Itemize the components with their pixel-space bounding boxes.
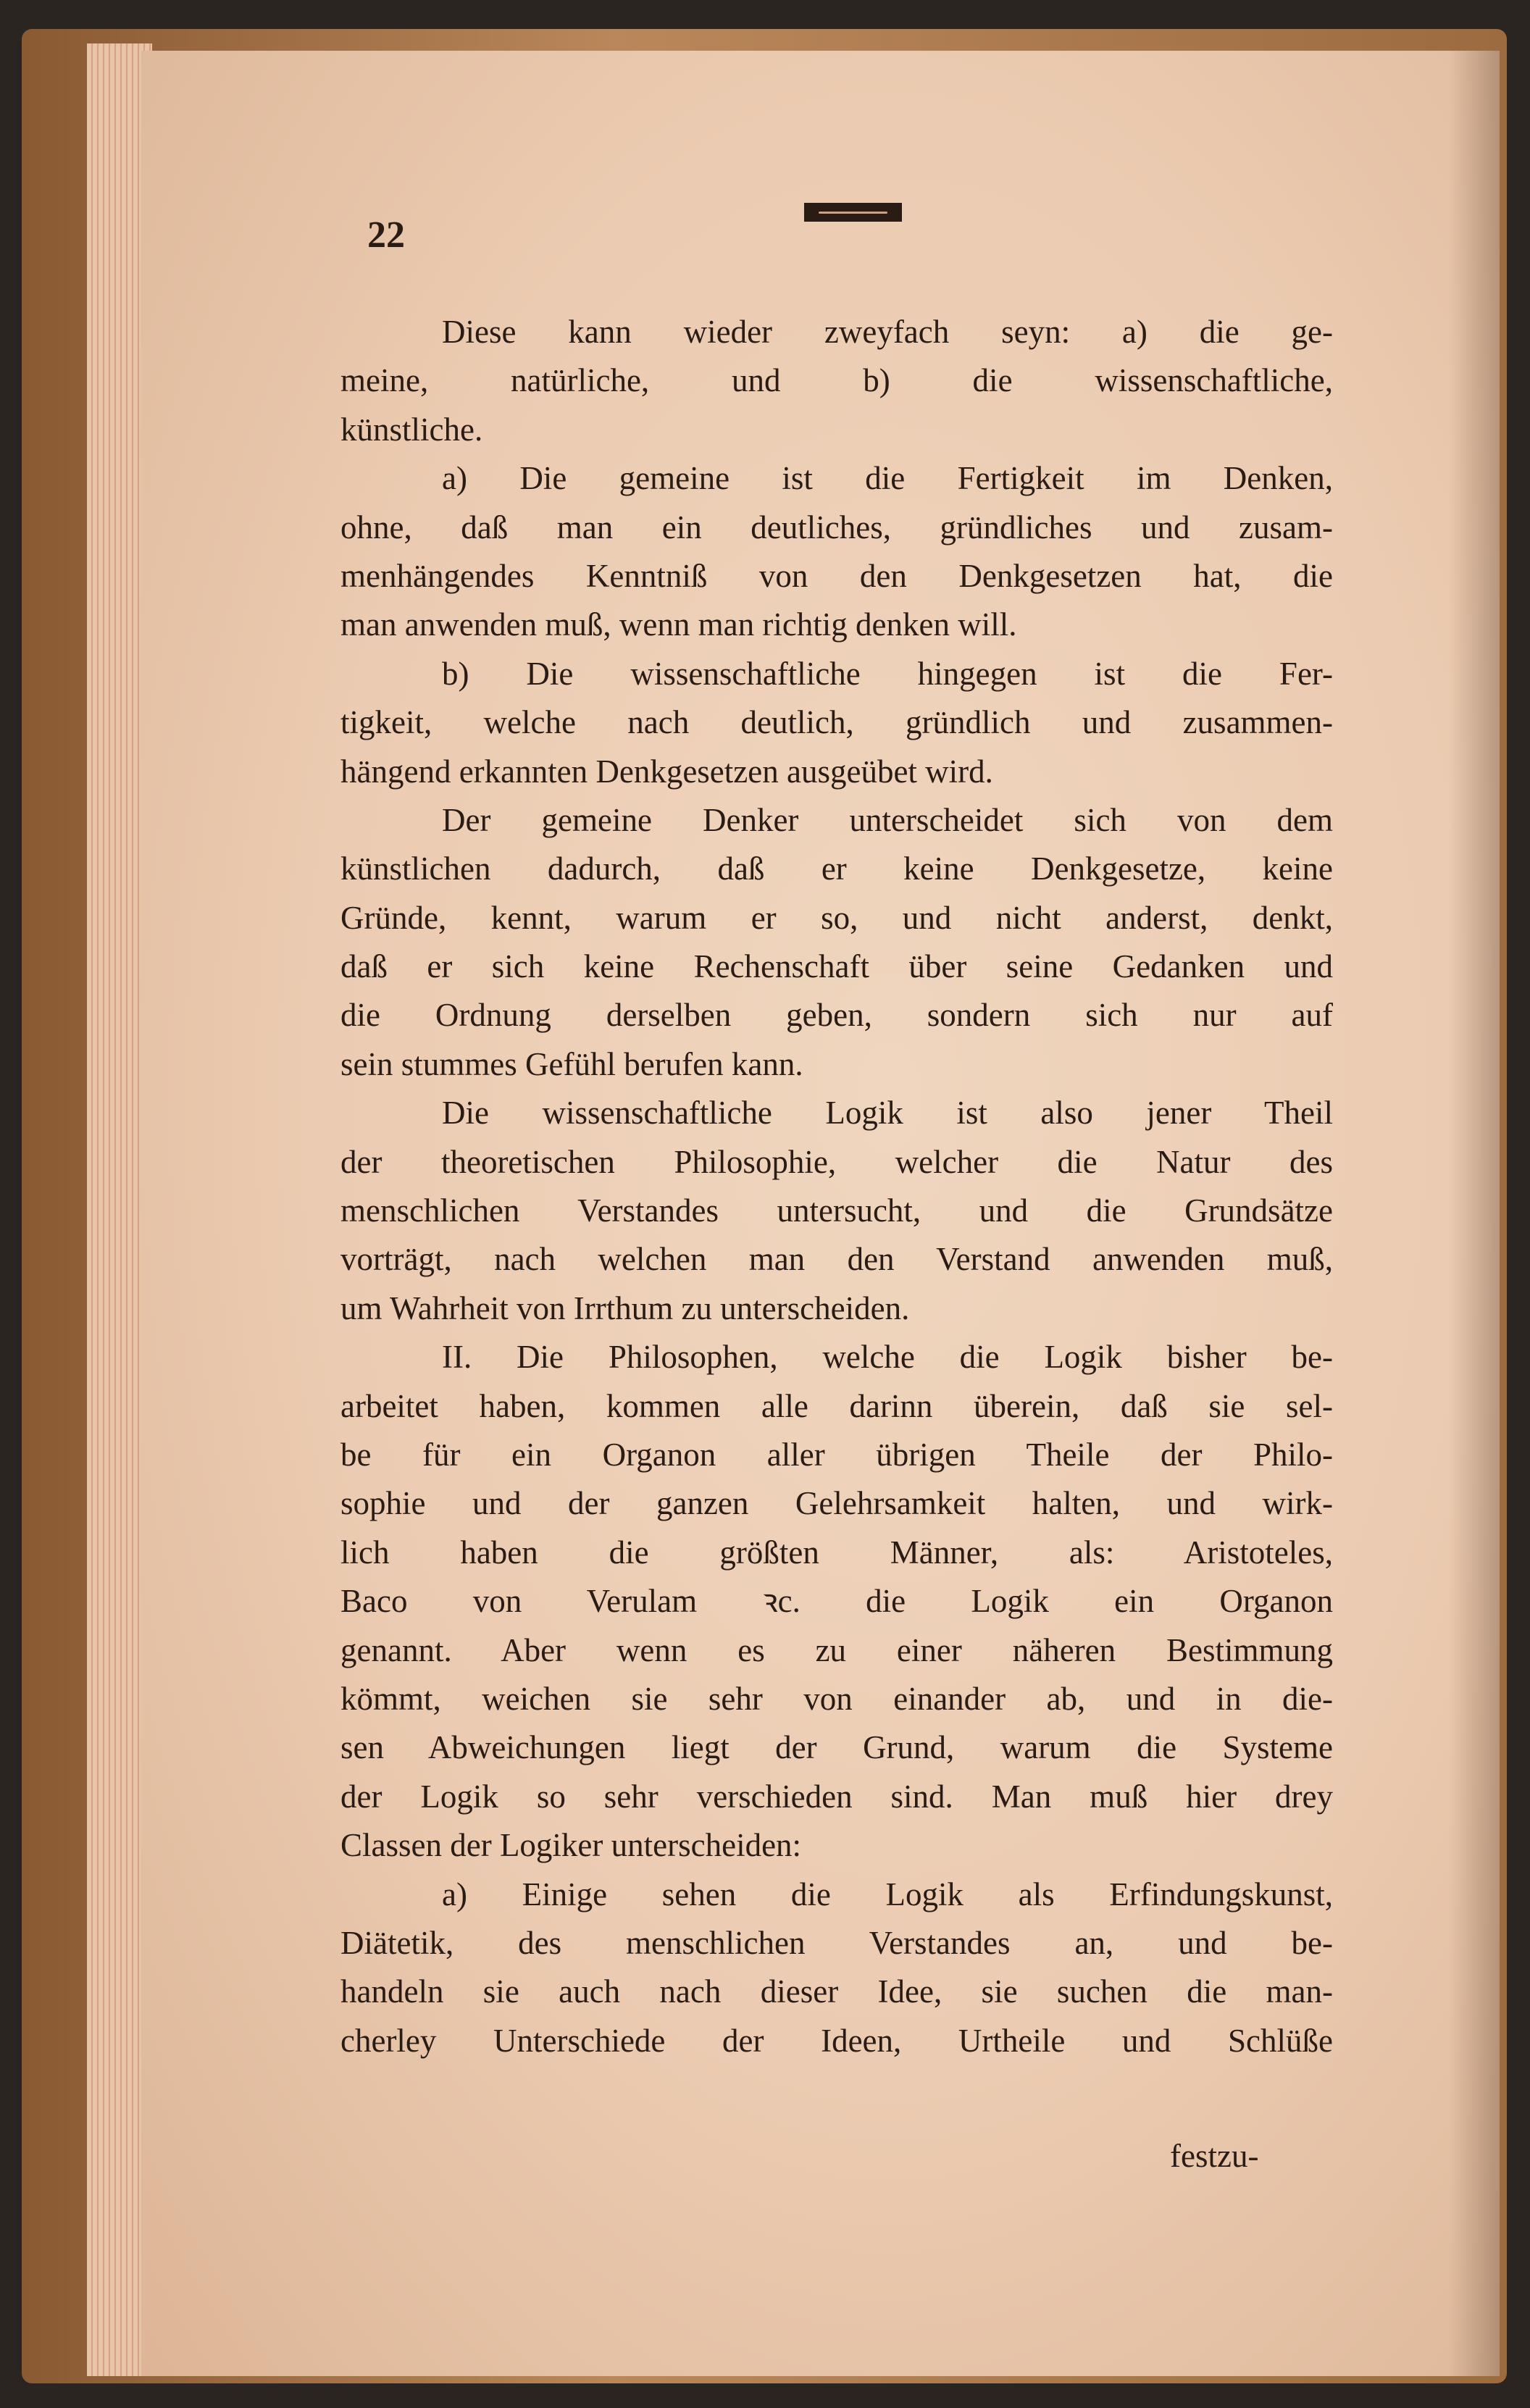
text-line: die Ordnung derselben geben, sondern sich nur auf	[340, 997, 1333, 1034]
text-line: a) Die gemeine ist die Fertigkeit im Denken,	[442, 460, 1333, 497]
text-line: sophie und der ganzen Gelehrsamkeit halten, und wirk-	[340, 1485, 1333, 1522]
text-line: Gründe, kennt, warum er so, und nicht anderst, denkt,	[340, 899, 1333, 936]
text-line: genannt. Aber wenn es zu einer näheren Bestimmung	[340, 1631, 1333, 1668]
header-ornament	[804, 203, 902, 222]
text-line: Diätetik, des menschlichen Verstandes an, und be-	[340, 1924, 1333, 1961]
text-line: hängend erkannten Denkgesetzen ausgeübet wird.	[340, 753, 993, 790]
text-line: sen Abweichungen liegt der Grund, warum die Systeme	[340, 1729, 1333, 1766]
gutter-shadow	[1449, 51, 1500, 2376]
text-line: II. Die Philosophen, welche die Logik bisher be-	[442, 1339, 1333, 1376]
text-line: Der gemeine Denker unterscheidet sich von dem	[442, 801, 1333, 838]
text-line: künstliche.	[340, 411, 483, 448]
text-line: sein stummes Gefühl berufen kann.	[340, 1045, 803, 1082]
text-line: um Wahrheit von Irrthum zu unterscheiden.	[340, 1289, 910, 1326]
text-line: be für ein Organon aller übrigen Theile der Philo-	[340, 1436, 1333, 1473]
text-line: man anwenden muß, wenn man richtig denken will.	[340, 606, 1017, 643]
text-line: b) Die wissenschaftliche hingegen ist die Fer-	[442, 655, 1333, 692]
text-line: menhängendes Kenntniß von den Denkgesetzen hat, die	[340, 557, 1333, 594]
text-line: menschlichen Verstandes untersucht, und die Grundsätze	[340, 1192, 1333, 1229]
text-line: kömmt, weichen sie sehr von einander ab, und in die-	[340, 1680, 1333, 1717]
text-line: cherley Unterschiede der Ideen, Urtheile und Schlüße	[340, 2022, 1333, 2059]
body-text	[340, 308, 1333, 2065]
text-line: a) Einige sehen die Logik als Erfindungskunst,	[442, 1876, 1333, 1912]
text-line: lich haben die größten Männer, als: Aristoteles,	[340, 1534, 1333, 1571]
text-line: meine, natürliche, und b) die wissenschaftliche,	[340, 362, 1333, 399]
text-line: Classen der Logiker unterscheiden:	[340, 1827, 802, 1864]
text-line: handeln sie auch nach dieser Idee, sie suchen die man-	[340, 1973, 1333, 2010]
page-number: 22	[367, 214, 405, 256]
catchword: festzu-	[1170, 2138, 1259, 2174]
text-line: der theoretischen Philosophie, welcher die Natur des	[340, 1143, 1333, 1180]
text-line: vorträgt, nach welchen man den Verstand anwenden muß,	[340, 1241, 1333, 1278]
text-line: arbeitet haben, kommen alle darinn überein, daß sie sel-	[340, 1387, 1333, 1424]
text-line: künstlichen dadurch, daß er keine Denkgesetze, keine	[340, 850, 1333, 887]
text-line: ohne, daß man ein deutliches, gründliches und zusam-	[340, 509, 1333, 545]
text-line: tigkeit, welche nach deutlich, gründlich und zusammen-	[340, 704, 1333, 741]
text-line: daß er sich keine Rechenschaft über seine Gedanken und	[340, 948, 1333, 985]
text-line: Baco von Verulam ꝛc. die Logik ein Organon	[340, 1583, 1333, 1620]
text-line: der Logik so sehr verschieden sind. Man muß hier drey	[340, 1778, 1333, 1815]
text-line: Diese kann wieder zweyfach seyn: a) die ge-	[442, 314, 1333, 350]
text-line: Die wissenschaftliche Logik ist also jener Theil	[442, 1095, 1333, 1132]
book-page	[141, 51, 1500, 2376]
